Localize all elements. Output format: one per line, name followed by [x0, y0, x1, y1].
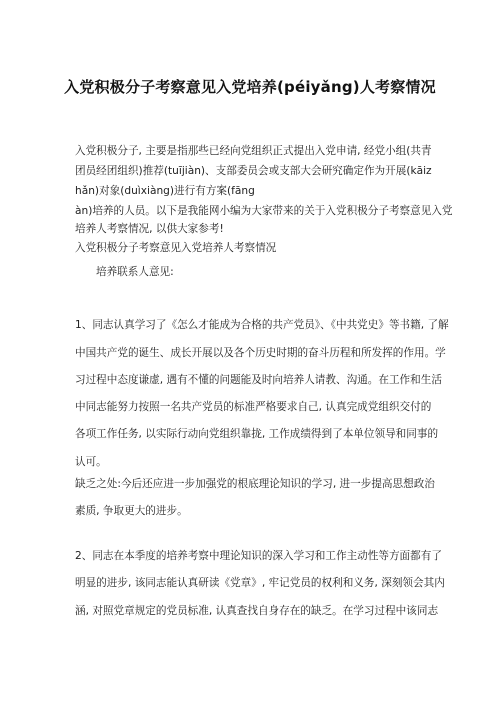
- intro-line: 团员经团组织)推荐(tuījiàn)、支部委员会或支部大会研究确定作为开展(kāiz: [75, 165, 432, 177]
- paragraph-line: 2、同志在本季度的培养考察中理论知识的深入学习和工作主动性等方面都有了: [75, 550, 442, 562]
- paragraph-line: 中同志能努力按照一名共产党员的标准严格要求自己, 认真完成党组织交付的: [75, 401, 432, 413]
- paragraph-line: 各项工作任务, 以实际行动向党组织靠拢, 工作成绩得到了本单位领导和同事的: [75, 428, 439, 440]
- intro-line: 入党积极分子, 主要是指那些已经向党组织正式提出入党申请, 经党小组(共青: [75, 145, 432, 157]
- paragraph-line: 明显的进步, 该同志能认真研读《党章》, 牢记党员的权利和义务, 深刻领会其内: [75, 577, 445, 589]
- paragraph-line: 缺乏之处:今后还应进一步加强党的根底理论知识的学习, 进一步提高思想政治: [75, 478, 435, 490]
- intro-line: 入党积极分子考察意见入党培养人考察情况: [75, 242, 277, 254]
- intro-line: 培养人考察情况, 以供大家参考!: [75, 223, 224, 235]
- paragraph-line: 素质, 争取更大的进步。: [75, 505, 188, 517]
- paragraph-line: 中国共产党的诞生、成长开展以及各个历史时期的奋斗历程和所发挥的作用。学: [75, 347, 446, 359]
- intro-line: hǎn)对象(duìxiàng)进行有方案(fāng: [75, 185, 255, 197]
- paragraph-line: 涵, 对照党章规定的党员标准, 认真查找自身存在的缺乏。在学习过程中该同志: [75, 605, 439, 617]
- intro-line: àn)培养的人员。以下是我能网小编为大家带来的关于入党积极分子考察意见入党: [75, 205, 453, 217]
- paragraph-line: 习过程中态度谦虚, 遇有不懂的问题能及时向培养人请教、沟通。在工作和生活: [75, 374, 442, 386]
- paragraph-line: 认可。: [75, 456, 107, 468]
- section-heading: 培养联系人意见:: [96, 266, 174, 278]
- document-title: 入党积极分子考察意见入党培养(péiyǎng)人考察情况: [64, 78, 436, 96]
- paragraph-line: 1、同志认真学习了《怎么才能成为合格的共产党员》、《中共党史》等书籍, 了解: [75, 319, 449, 331]
